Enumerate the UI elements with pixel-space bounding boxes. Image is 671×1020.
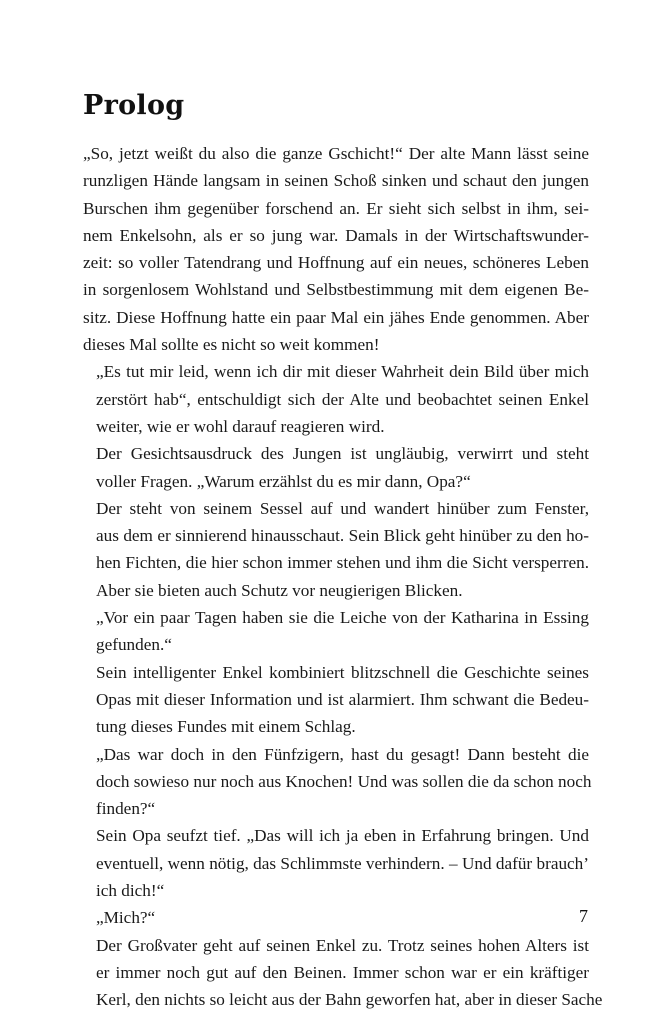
paragraph xyxy=(83,741,592,823)
paragraph xyxy=(83,932,603,1014)
text-line: Der steht von seinem Sessel auf und wandert hinüber zum Fenster, xyxy=(96,498,589,518)
paragraph xyxy=(83,822,589,904)
text-line: nem Enkelsohn, als er so jung war. Damals in der Wirtschaftswunder- xyxy=(83,225,589,245)
text-line: zerstört hab“, entschuldigt sich der Alte und beobachtet seinen Enkel xyxy=(96,389,589,409)
text-line: dieses Mal sollte es nicht so weit kommen! xyxy=(83,335,380,355)
text-line: Sein Opa seufzt tief. „Das will ich ja eben in Erfahrung bringen. Und xyxy=(96,826,589,846)
text-line: „Es tut mir leid, wenn ich dir mit dieser Wahrheit dein Bild über mich xyxy=(96,362,589,382)
paragraph xyxy=(83,358,589,440)
text-line: eventuell, wenn nötig, das Schlimmste verhindern. – Und dafür brauch’ xyxy=(96,853,589,873)
text-line: Burschen ihm gegenüber forschend an. Er sieht sich selbst in ihm, sei- xyxy=(83,198,589,218)
text-line: ich dich!“ xyxy=(96,881,165,901)
text-line: gefunden.“ xyxy=(96,635,172,655)
text-line: hen Fichten, die hier schon immer stehen und ihm die Sicht versperren. xyxy=(96,553,589,573)
text-line: doch sowieso nur noch aus Knochen! Und was sollen die da schon noch xyxy=(96,771,592,791)
chapter-title: Prolog xyxy=(83,90,185,121)
text-line: „So, jetzt weißt du also die ganze Gschicht!“ Der alte Mann lässt seine xyxy=(83,144,589,163)
paragraph xyxy=(83,604,589,659)
text-line: in sorgenlosem Wohlstand und Selbstbestimmung mit dem eigenen Be- xyxy=(83,280,589,300)
text-line: Der Großvater geht auf seinen Enkel zu. Trotz seines hohen Alters ist xyxy=(96,935,589,955)
body-text xyxy=(83,140,603,1014)
page-number: 7 xyxy=(579,906,588,926)
text-line: zeit: so voller Tatendrang und Hoffnung auf ein neues, schöneres Leben xyxy=(83,253,589,273)
text-line: Kerl, den nichts so leicht aus der Bahn geworfen hat, aber in dieser Sache xyxy=(96,990,603,1010)
paragraph xyxy=(83,904,589,931)
text-line: „Mich?“ xyxy=(96,908,156,928)
text-line: finden?“ xyxy=(96,799,156,819)
paragraph xyxy=(83,440,589,495)
text-line: er immer noch gut auf den Beinen. Immer schon war er ein kräftiger xyxy=(96,962,589,982)
text-line: Der Gesichtsausdruck des Jungen ist ungläubig, verwirrt und steht xyxy=(96,444,589,464)
text-line: aus dem er sinnierend hinausschaut. Sein Blick geht hinüber zu den ho- xyxy=(96,526,589,546)
text-line: tung dieses Fundes mit einem Schlag. xyxy=(96,717,356,737)
text-line: „Das war doch in den Fünfzigern, hast du gesagt! Dann besteht die xyxy=(96,744,589,764)
text-line: voller Fragen. „Warum erzählst du es mir dann, Opa?“ xyxy=(96,471,471,491)
text-line: „Vor ein paar Tagen haben sie die Leiche von der Katharina in Essing xyxy=(96,608,589,628)
paragraph xyxy=(83,659,589,741)
paragraph xyxy=(83,495,589,604)
text-line: Aber sie bieten auch Schutz vor neugierigen Blicken. xyxy=(96,580,463,600)
text-line: runzligen Hände langsam in seinen Schoß sinken und schaut den jungen xyxy=(83,171,589,191)
text-line: weiter, wie er wohl darauf reagieren wird. xyxy=(96,416,385,436)
text-line: Sein intelligenter Enkel kombiniert blitzschnell die Geschichte seines xyxy=(96,662,589,682)
text-line: sitz. Diese Hoffnung hatte ein paar Mal ein jähes Ende genommen. Aber xyxy=(83,307,589,327)
text-line: Opas mit dieser Information und ist alarmiert. Ihm schwant die Bedeu- xyxy=(96,689,589,709)
paragraph xyxy=(83,140,589,358)
